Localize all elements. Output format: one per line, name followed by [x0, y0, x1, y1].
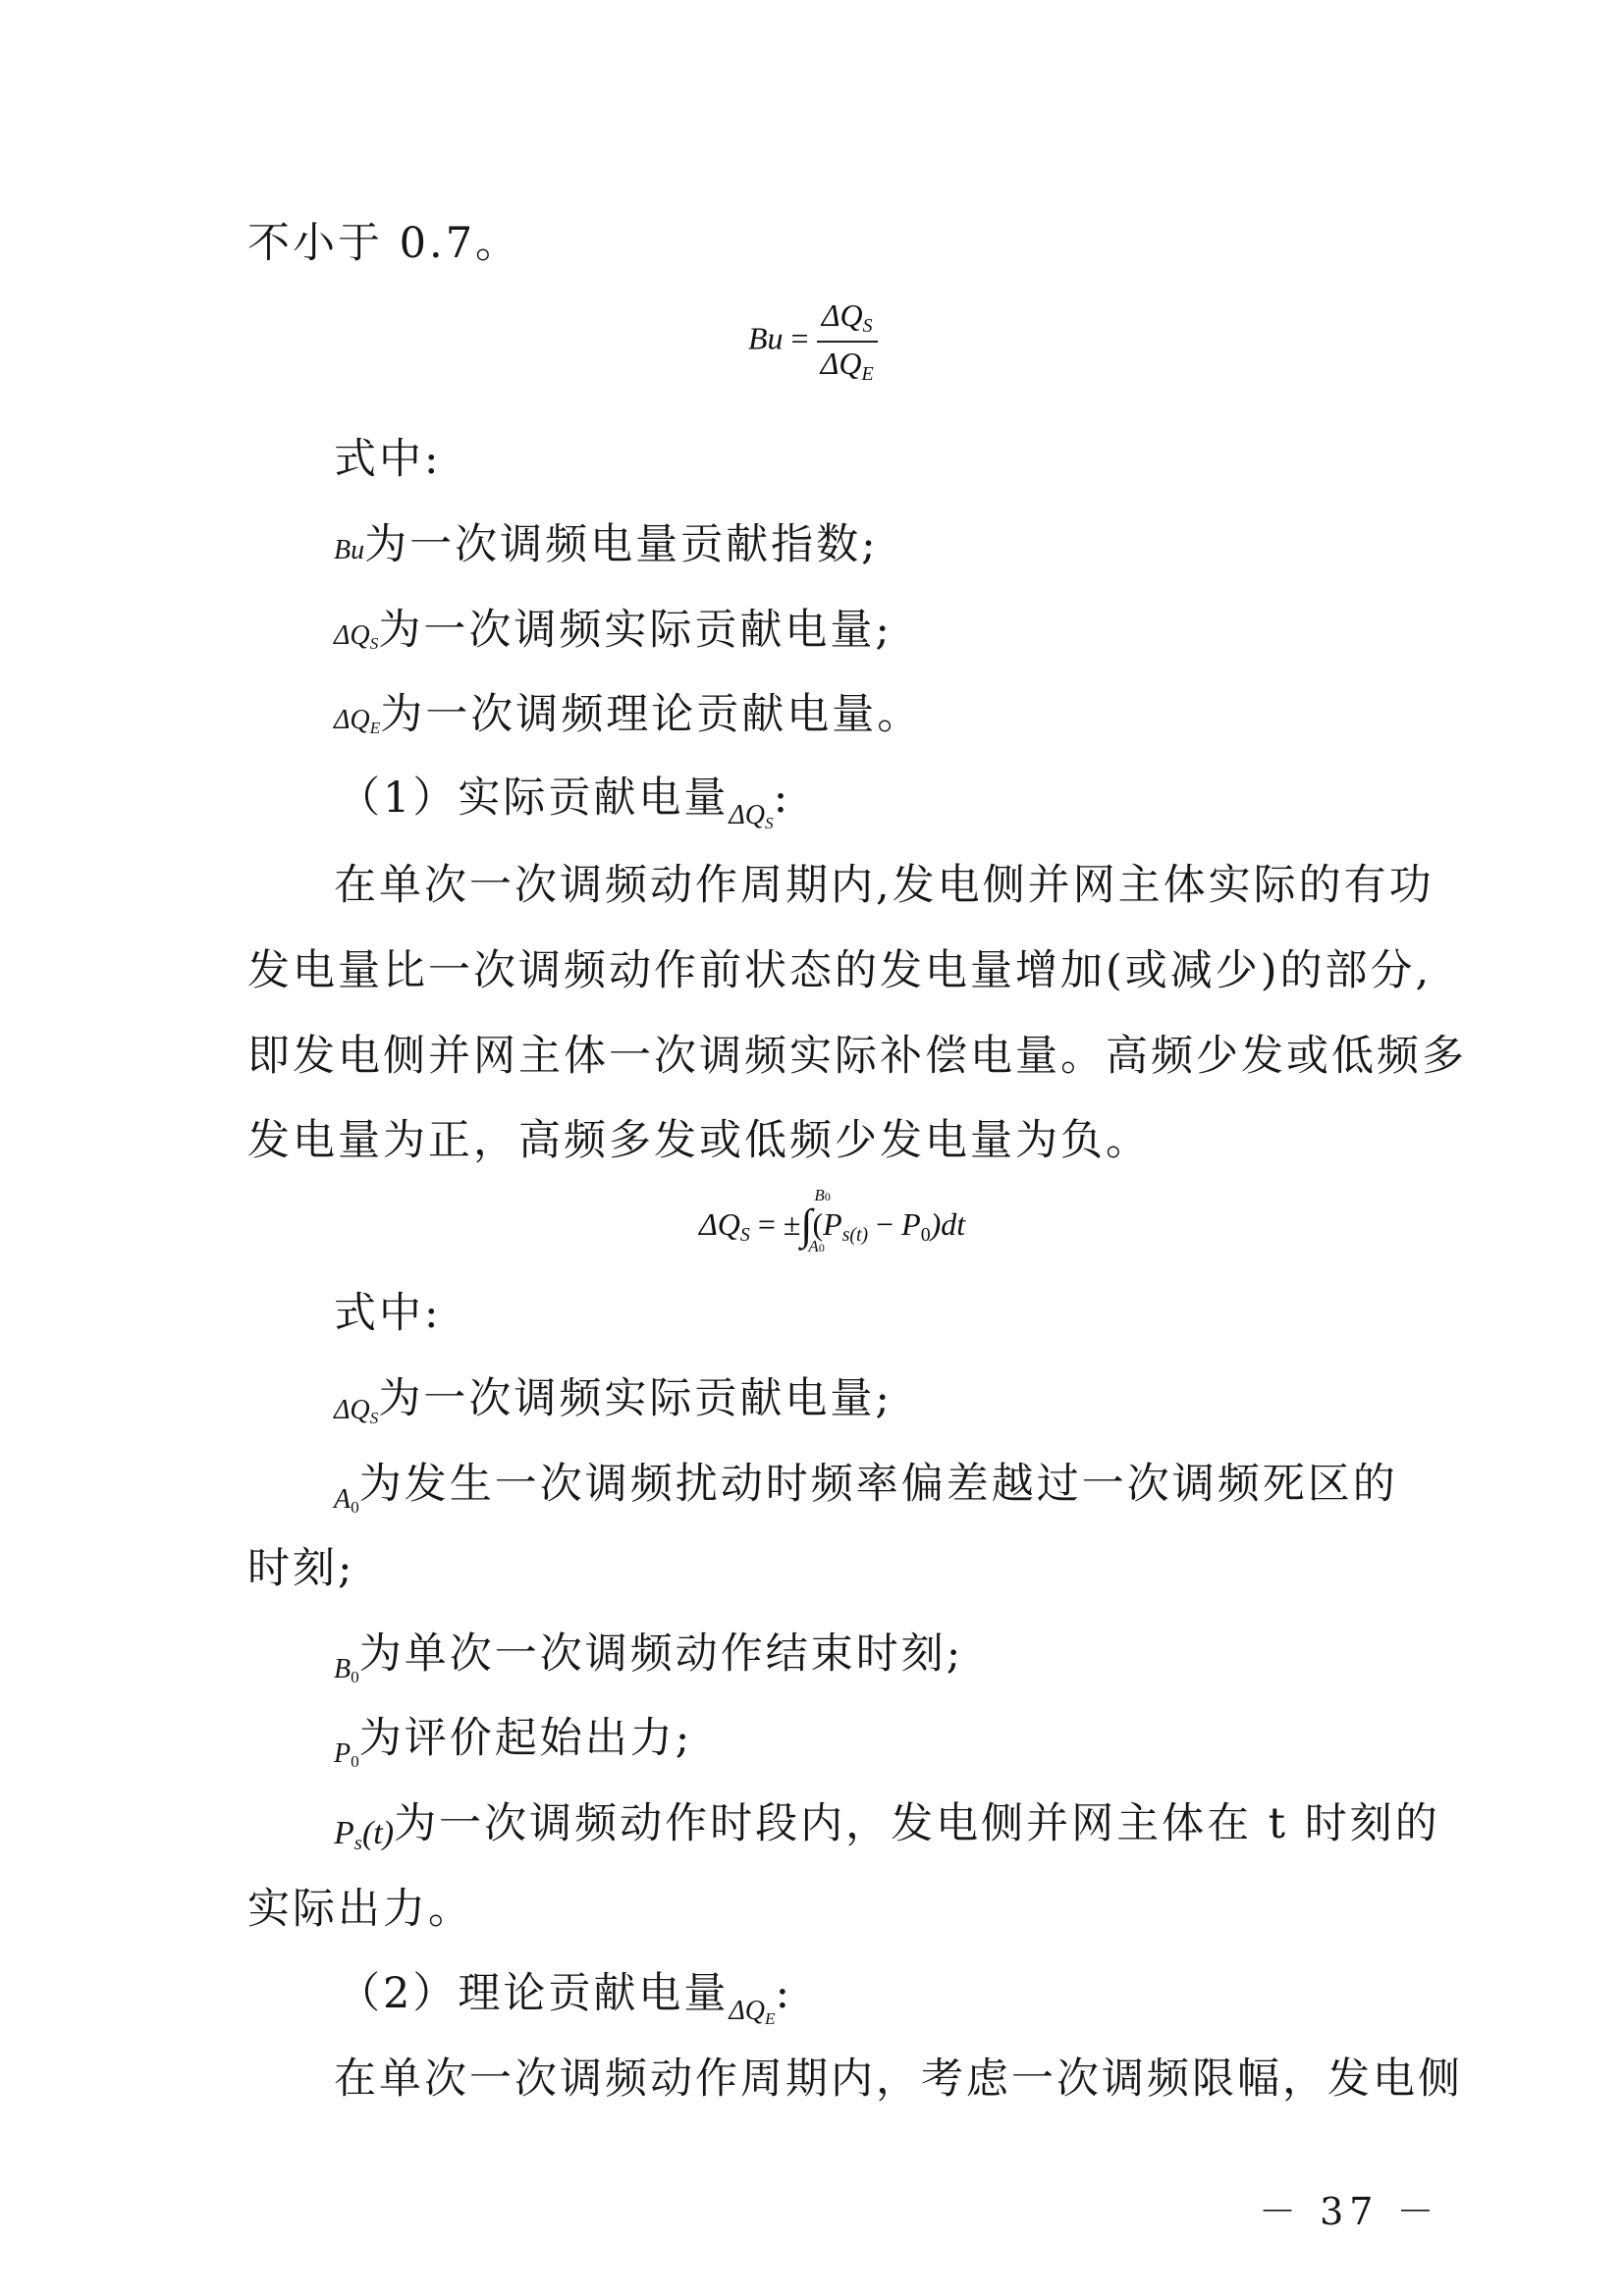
definition-b0: [334, 1625, 963, 1692]
item-2-colon: :: [775, 1969, 793, 2018]
definition-b0-text: 为单次一次调频动作结束时刻;: [358, 1629, 964, 1679]
formula2-lhs: ΔQS: [699, 1206, 750, 1246]
para2-line-1: 在单次一次调频动作周期内，考虑一次调频限幅，发电侧: [334, 2055, 1463, 2104]
item-1-colon: :: [773, 774, 791, 823]
symbol-ps: Ps(t): [334, 1815, 395, 1855]
formula-bu-fraction: [817, 294, 878, 389]
formula2-minus: −: [868, 1206, 902, 1242]
item-1-symbol: ΔQS: [729, 800, 774, 833]
definition-a0-text: 为发生一次调频扰动时频率偏差越过一次调频死区的: [358, 1460, 1398, 1509]
definition-a0-continuation: 时刻;: [247, 1544, 355, 1593]
formula-bu-lhs: Bu: [748, 320, 784, 356]
integral-lower-limit: A0: [808, 1237, 825, 1255]
item-2-heading: [338, 1964, 792, 2032]
integral-sign: ∫ B0 A0: [800, 1186, 831, 1255]
definition-ps: [334, 1794, 1440, 1860]
definition-ps-continuation: 实际出力。: [247, 1885, 473, 1934]
formula-bu-equals: =: [790, 320, 817, 356]
formula-bu-numerator: ΔQS: [817, 294, 878, 343]
formula-delta-qs-integral: [699, 1186, 966, 1255]
item-1-text: （1）实际贡献电量: [338, 774, 730, 823]
item-2-symbol: ΔQE: [729, 1996, 776, 2029]
symbol-delta-qs: ΔQS: [334, 620, 379, 654]
definition-bu-text: 为一次调频电量贡献指数;: [364, 520, 879, 569]
symbol-bu: Bu: [334, 535, 365, 565]
formula2-open-paren: (: [812, 1206, 824, 1242]
formula2-equals: = ±: [757, 1206, 801, 1242]
symbol-p0: P0: [334, 1738, 359, 1772]
symbol-delta-qe: ΔQE: [334, 705, 381, 738]
para1-line-1: 在单次一次调频动作周期内,发电侧并网主体实际的有功: [334, 861, 1435, 910]
formula-bu: [748, 294, 878, 389]
item-2-text: （2）理论贡献电量: [338, 1969, 730, 2018]
para1-line-2: 发电量比一次调频动作前状态的发电量增加(或减少)的部分,: [247, 946, 1433, 995]
formula-bu-denominator: ΔQE: [820, 346, 874, 385]
para1-line-3: 即发电侧并网主体一次调频实际补偿电量。高频少发或低频多: [247, 1032, 1467, 1081]
definition-delta-qe: [334, 685, 922, 753]
where-label-2: 式中:: [334, 1289, 442, 1338]
definition-ps-text: 为一次调频动作时段内，发电侧并网主体在 t 时刻的: [394, 1799, 1440, 1848]
definition-p0: [334, 1709, 692, 1777]
definition2-delta-qs: [334, 1369, 893, 1437]
item-1-heading: [338, 769, 790, 836]
para1-line-4: 发电量为正，高频多发或低频少发电量为负。: [247, 1116, 1151, 1165]
intro-text: 不小于 0.7。: [247, 219, 521, 268]
formula2-ps: Ps(t): [823, 1206, 869, 1246]
definition-a0: [334, 1455, 1398, 1522]
definition-delta-qs-text: 为一次调频实际贡献电量;: [378, 606, 893, 655]
integral-upper-limit: B0: [814, 1186, 831, 1204]
definition-delta-qe-text: 为一次调频理论贡献电量。: [380, 690, 923, 739]
where-label-1: 式中:: [334, 435, 442, 484]
page-number: － 37 －: [1259, 2190, 1440, 2233]
definition-delta-qs: [334, 601, 893, 668]
symbol2-delta-qs: ΔQS: [334, 1395, 379, 1428]
formula2-close: )dt: [930, 1206, 966, 1242]
definition-p0-text: 为评价起始出力;: [358, 1714, 693, 1763]
definition2-delta-qs-text: 为一次调频实际贡献电量;: [378, 1374, 893, 1423]
symbol-a0: A0: [334, 1484, 359, 1518]
text-line-intro: [247, 214, 520, 273]
definition-bu: [334, 515, 879, 580]
symbol-b0: B0: [334, 1654, 359, 1687]
formula2-p0: P0: [901, 1206, 931, 1246]
